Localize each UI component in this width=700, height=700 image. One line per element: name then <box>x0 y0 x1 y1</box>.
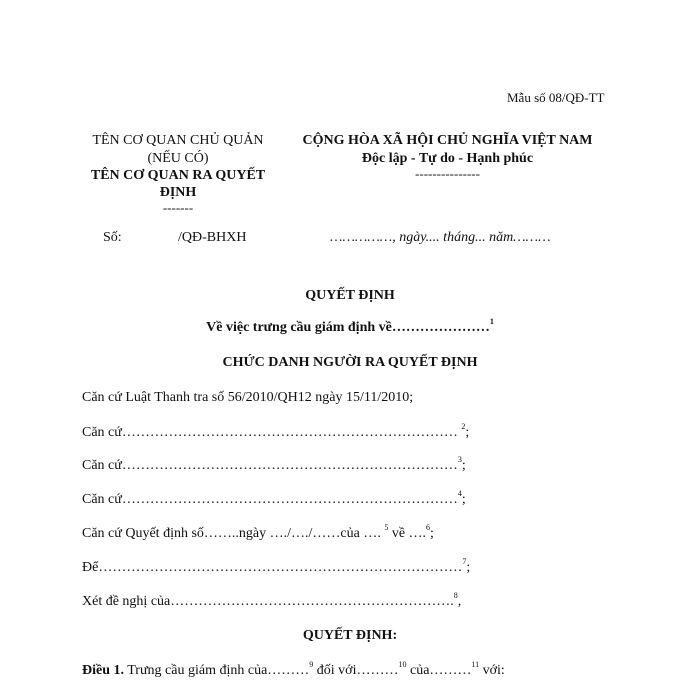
org-parent-note: (NẾU CÓ) <box>147 151 209 166</box>
org-parent: TÊN CƠ QUAN CHỦ QUẢN <box>92 133 264 148</box>
decision-title: QUYẾT ĐỊNH <box>305 288 395 303</box>
left-header-rule: ------- <box>162 200 194 215</box>
legal-basis: Căn cứ……………………………………………………………… $^2$; <box>82 422 470 440</box>
authority-title: CHỨC DANH NGƯỜI RA QUYẾT ĐỊNH <box>222 355 478 370</box>
number-label: Số: <box>103 230 122 245</box>
article-1: Điều 1. Trưng cầu giám định của………$^9$ đối với………$^{10}$ của………$^{11}$ với: <box>82 660 505 678</box>
legal-basis: Xét đề nghị của…………………………………………………….$^8$, <box>82 591 462 609</box>
right-header-rule: --------------- <box>415 166 480 181</box>
decision-subject: Về việc trưng cầu giám định về…………………$^1$ <box>206 317 494 335</box>
legal-basis: Căn cứ Quyết định số……..ngày …./…./……của …. $^5$ về ….$^6$; <box>82 523 434 541</box>
nation-title: CỘNG HÒA XÃ HỘI CHỦ NGHĨA VIỆT NAM <box>302 133 593 148</box>
number-suffix: /QĐ-BHXH <box>178 230 247 245</box>
form-code: Mẫu số 08/QĐ-TT <box>507 90 605 105</box>
org-issuer: TÊN CƠ QUAN RA QUYẾT <box>90 168 266 183</box>
org-issuer-line2: ĐỊNH <box>159 185 197 200</box>
legal-basis: Căn cứ Luật Thanh tra số 56/2010/QH12 ngày 15/11/2010; <box>82 390 414 405</box>
legal-basis: Căn cứ………………………………………………………………$^4$; <box>82 489 466 507</box>
decision-heading: QUYẾT ĐỊNH: <box>302 628 398 643</box>
national-motto: Độc lập - Tự do - Hạnh phúc <box>361 151 534 166</box>
legal-basis: Để……………………………………………………………………$^7$; <box>82 557 471 575</box>
legal-basis: Căn cứ………………………………………………………………$^3$; <box>82 455 466 473</box>
article-label: Điều 1. <box>82 663 124 678</box>
date-line: ……………, ngày.... tháng... năm……… <box>330 230 551 245</box>
